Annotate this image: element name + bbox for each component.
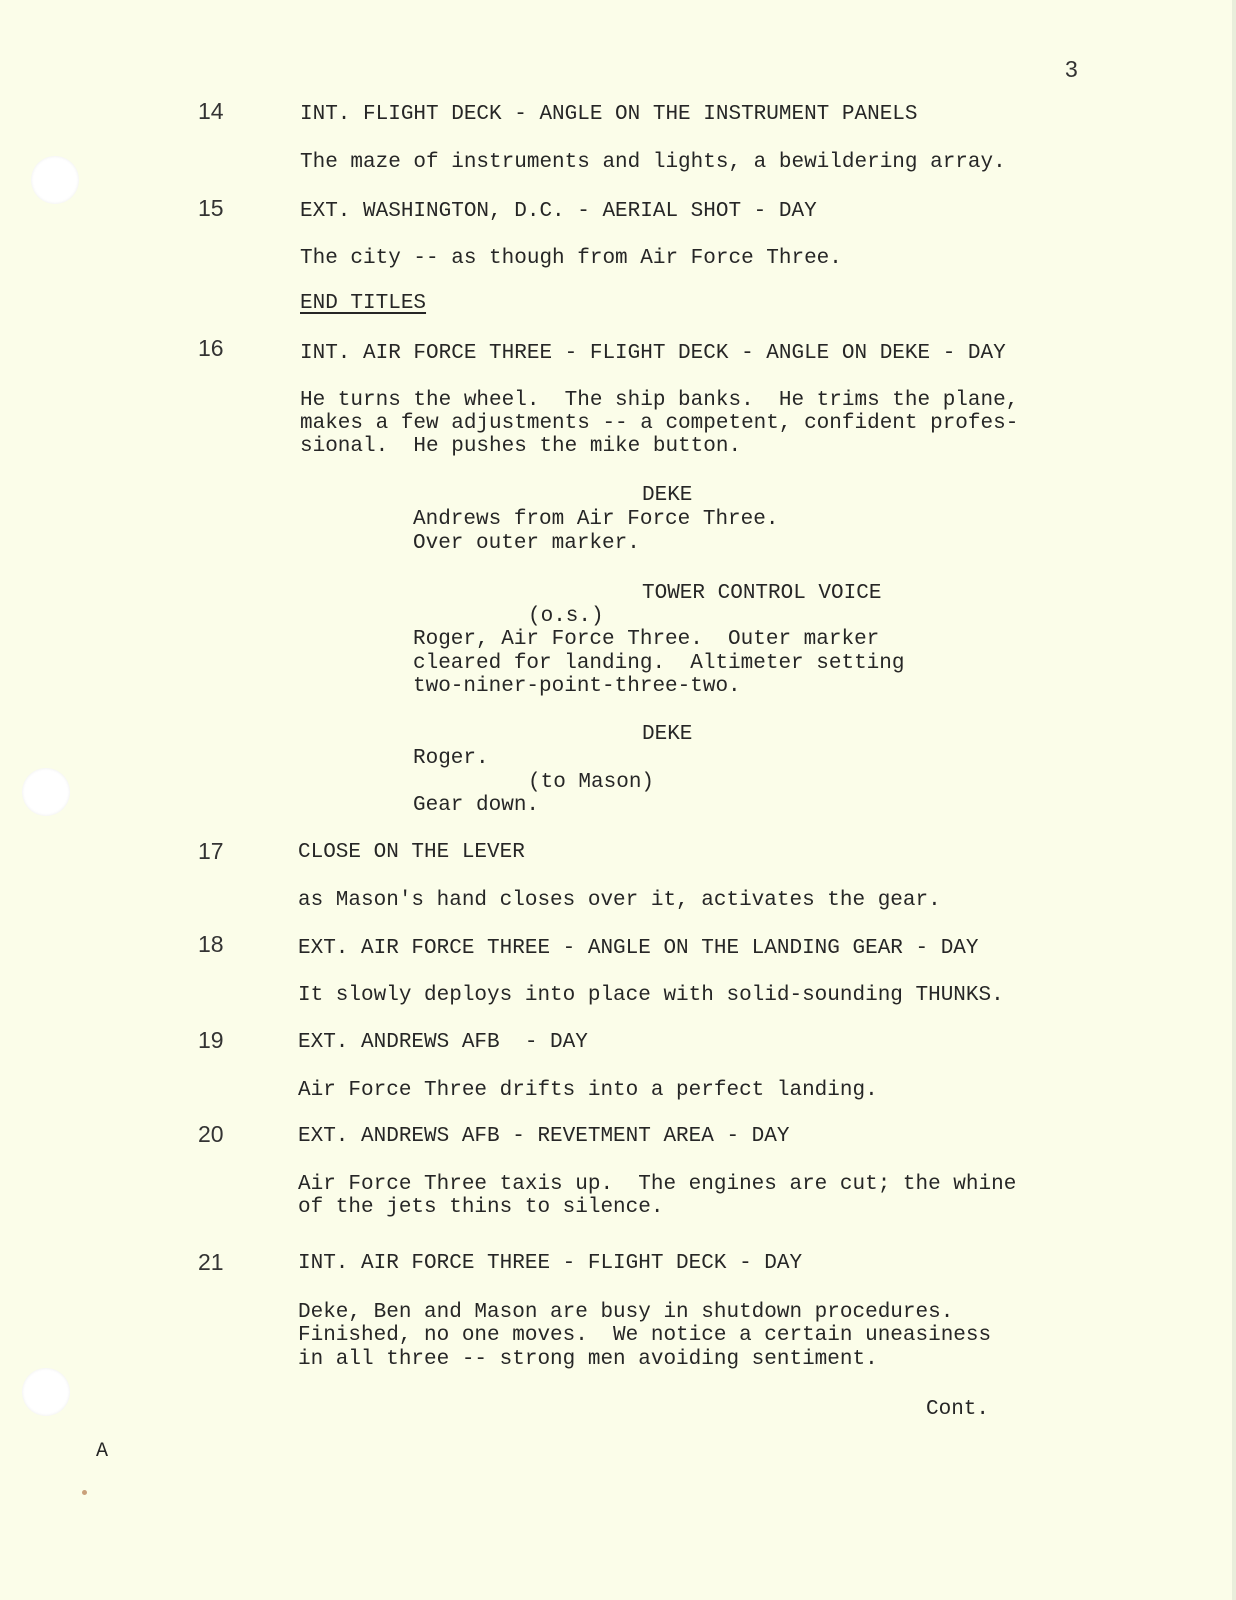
- punch-hole-bottom: [22, 1368, 70, 1416]
- scene-number: 15: [198, 195, 224, 221]
- action-line: He turns the wheel. The ship banks. He trims the plane,: [300, 389, 1019, 412]
- action-line: of the jets thins to silence.: [298, 1196, 664, 1219]
- punch-hole-top: [31, 156, 79, 204]
- action-text: The city -- as though from Air Force Three.: [300, 247, 842, 270]
- scene-heading: EXT. WASHINGTON, D.C. - AERIAL SHOT - DAY: [300, 200, 817, 223]
- punch-hole-middle: [22, 768, 70, 816]
- revision-mark: A: [96, 1440, 109, 1463]
- action-line: sional. He pushes the mike button.: [300, 435, 742, 458]
- dialogue-line: two-niner-point-three-two.: [413, 675, 741, 698]
- action-text: The maze of instruments and lights, a bewildering array.: [300, 151, 1006, 174]
- action-text: It slowly deploys into place with solid-sounding THUNKS.: [298, 984, 1004, 1007]
- scene-number: 14: [198, 98, 224, 124]
- page-number: 3: [1065, 56, 1078, 82]
- action-line: Air Force Three taxis up. The engines are cut; the whine: [298, 1173, 1017, 1196]
- scene-heading: EXT. AIR FORCE THREE - ANGLE ON THE LANDING GEAR - DAY: [298, 937, 979, 960]
- action-line: Deke, Ben and Mason are busy in shutdown procedures.: [298, 1301, 954, 1324]
- dialogue-line: Over outer marker.: [413, 532, 640, 555]
- dialogue-line: Roger.: [413, 747, 489, 770]
- scene-number: 21: [198, 1249, 224, 1275]
- scene-heading: CLOSE ON THE LEVER: [298, 841, 525, 864]
- scene-heading: INT. AIR FORCE THREE - FLIGHT DECK - DAY: [298, 1252, 803, 1275]
- character-name: TOWER CONTROL VOICE: [642, 582, 882, 605]
- dialogue-line: Gear down.: [413, 794, 540, 817]
- dialogue-line: cleared for landing. Altimeter setting: [413, 652, 905, 675]
- character-name: DEKE: [642, 723, 693, 746]
- scene-number: 19: [198, 1027, 224, 1053]
- scene-number: 16: [198, 335, 224, 361]
- page-edge: [1232, 0, 1236, 1600]
- parenthetical: (o.s.): [528, 605, 604, 628]
- scene-heading: EXT. ANDREWS AFB - DAY: [298, 1031, 588, 1054]
- scene-number: 20: [198, 1121, 224, 1147]
- end-titles: END TITLES: [300, 292, 427, 315]
- continued-marker: Cont.: [926, 1398, 990, 1421]
- action-line: Finished, no one moves. We notice a certain uneasiness: [298, 1324, 992, 1347]
- dialogue-line: Andrews from Air Force Three.: [413, 508, 779, 531]
- action-text: as Mason's hand closes over it, activates the gear.: [298, 889, 941, 912]
- scene-heading: INT. AIR FORCE THREE - FLIGHT DECK - ANGLE ON DEKE - DAY: [300, 342, 1006, 365]
- action-line: makes a few adjustments -- a competent, confident profes-: [300, 412, 1019, 435]
- scene-heading: INT. FLIGHT DECK - ANGLE ON THE INSTRUMENT PANELS: [300, 103, 918, 126]
- dialogue-line: Roger, Air Force Three. Outer marker: [413, 628, 880, 651]
- scene-number: 18: [198, 931, 224, 957]
- action-line: in all three -- strong men avoiding sentiment.: [298, 1348, 878, 1371]
- scene-number: 17: [198, 838, 224, 864]
- action-text: Air Force Three drifts into a perfect landing.: [298, 1079, 878, 1102]
- paper-speck: [82, 1490, 87, 1495]
- parenthetical: (to Mason): [528, 771, 655, 794]
- scene-heading: EXT. ANDREWS AFB - REVETMENT AREA - DAY: [298, 1125, 790, 1148]
- character-name: DEKE: [642, 484, 693, 507]
